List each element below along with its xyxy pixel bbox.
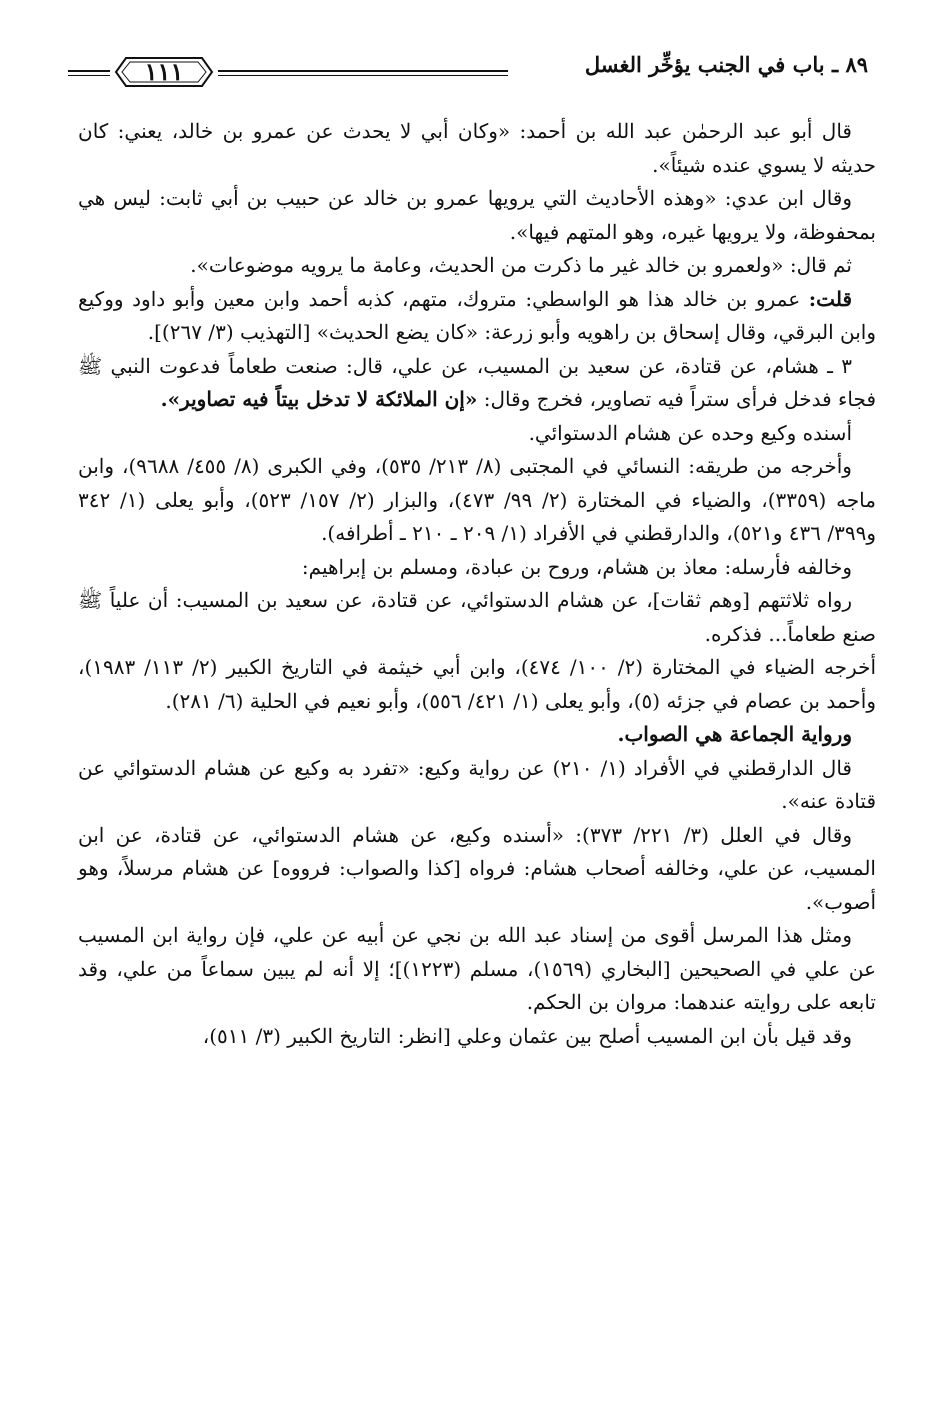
paragraph-text: قال الدارقطني في الأفراد (١/ ٢١٠) عن رواية وكيع: «تفرد به وكيع عن هشام الدستوائي عن قتادة عنه». [78, 755, 876, 813]
hadith-quote: «إن الملائكة لا تدخل بيتاً فيه تصاوير». [160, 387, 478, 411]
paragraph-text: رواه ثلاثتهم [وهم ثقات]، عن هشام الدستوائي، عن قتادة، عن سعيد بن المسيب: أن علياً ﷺ صنع طعاماً... فذكره. [78, 588, 876, 646]
paragraph [78, 182, 876, 249]
paragraph [78, 752, 876, 819]
paragraph-text: وخالفه فأرسله: معاذ بن هشام، وروح بن عبادة، ومسلم بن إبراهيم: [301, 554, 852, 579]
paragraph-text: أسنده وكيع وحده عن هشام الدستوائي. [528, 420, 852, 445]
paragraph [78, 584, 876, 651]
paragraph-text: وأخرجه من طريقه: النسائي في المجتبى (٨/ ٢١٣/ ٥٣٥)، وفي الكبرى (٨/ ٤٥٥/ ٩٦٨٨)، وابن ماجه (٣٣٥٩)، والضياء في المختارة (٢/ ٩٩/ ٤٧٣)، والبزار (٢/ ١٥٧/ ٥٢٣)، وأبو يعلى (١/ ٣٤٢ و٣٩٩/ ٤٣٦ و٥٢١)، والدارقطني في الأفراد (١/ ٢٠٩ ـ ٢١٠ ـ أطرافه). [78, 454, 876, 545]
paragraph [78, 651, 876, 718]
header-rule-right [218, 70, 508, 76]
paragraph-text: ورواية الجماعة هي الصواب. [617, 722, 852, 746]
header-rule-left [68, 70, 110, 76]
paragraph [78, 551, 876, 585]
paragraph-text: ومثل هذا المرسل أقوى من إسناد عبد الله بن نجي عن أبيه عن علي، فإن رواية ابن المسيب عن علي في الصحيحين [البخاري (١٥٦٩)، مسلم (١٢٢٣)]؛ إلا أنه لم يبين سماعاً من علي، وقد تابعه على روايته عندهما: مروان بن الحكم. [78, 923, 877, 1014]
hadith-paragraph [78, 350, 876, 417]
paragraph [78, 417, 876, 451]
paragraph [78, 1020, 876, 1054]
paragraph-text: ثم قال: «ولعمرو بن خالد غير ما ذكرت من الحديث، وعامة ما يرويه موضوعات». [190, 253, 852, 277]
conclusion-paragraph [78, 718, 876, 752]
chapter-title: ٨٩ ـ باب في الجنب يؤخِّر الغسل [584, 52, 868, 77]
paragraph-text: أخرجه الضياء في المختارة (٢/ ١٠٠/ ٤٧٤)، وابن أبي خيثمة في التاريخ الكبير (٢/ ١١٣/ ١٩٨٣)، وأحمد بن عصام في جزئه (٥)، وأبو يعلى (١/ ٤٢١/ ٥٥٦)، وأبو نعيم في الحلية (٦/ ٢٨١). [78, 655, 876, 713]
paragraph [78, 819, 876, 920]
page-body [78, 115, 876, 1053]
paragraph-text: ٣ ـ هشام، عن قتادة، عن سعيد بن المسيب، عن علي، قال: صنعت طعاماً فدعوت النبي ﷺ فجاء فدخل فرأى ستراً فيه تصاوير، فخرج وقال: [78, 353, 876, 411]
paragraph-text: وقال في العلل (٣/ ٢٢١/ ٣٧٣): «أسنده وكيع، عن هشام الدستوائي، عن قتادة، عن ابن المسيب، عن علي، وخالفه أصحاب هشام: فرواه [كذا والصواب: فرووه] عن هشام مرسلاً، وهو أصوب». [78, 822, 876, 914]
page-number-badge [112, 54, 216, 90]
paragraph-text: وقد قيل بأن ابن المسيب أصلح بين عثمان وعلي [انظر: التاريخ الكبير (٣/ ٥١١)، [202, 1023, 852, 1048]
page-number: ١١١ [144, 57, 184, 86]
paragraph [78, 919, 876, 1020]
paragraph-text: قال أبو عبد الرحمٰن عبد الله بن أحمد: «وكان أبي لا يحدث عن عمرو بن خالد، يعني: كان حديثه لا يسوي عنده شيئاً». [78, 119, 876, 177]
paragraph-lead: قلت: [808, 286, 852, 311]
paragraph [78, 450, 876, 551]
paragraph [78, 283, 876, 350]
paragraph-text: وقال ابن عدي: «وهذه الأحاديث التي يرويها عمرو بن خالد عن حبيب بن أبي ثابت: ليس هي بمحفوظة، ولا يرويها غيره، وهو المتهم فيها». [78, 186, 876, 244]
page-header [68, 52, 868, 96]
paragraph [78, 115, 876, 182]
paragraph [78, 249, 876, 283]
paragraph-text: عمرو بن خالد هذا هو الواسطي: متروك، متهم، كذبه أحمد وابن معين وأبو داود ووكيع وابن البرقي، وقال إسحاق بن راهويه وأبو زرعة: «كان يضع الحديث» [التهذيب (٣/ ٢٦٧)]. [78, 286, 876, 344]
